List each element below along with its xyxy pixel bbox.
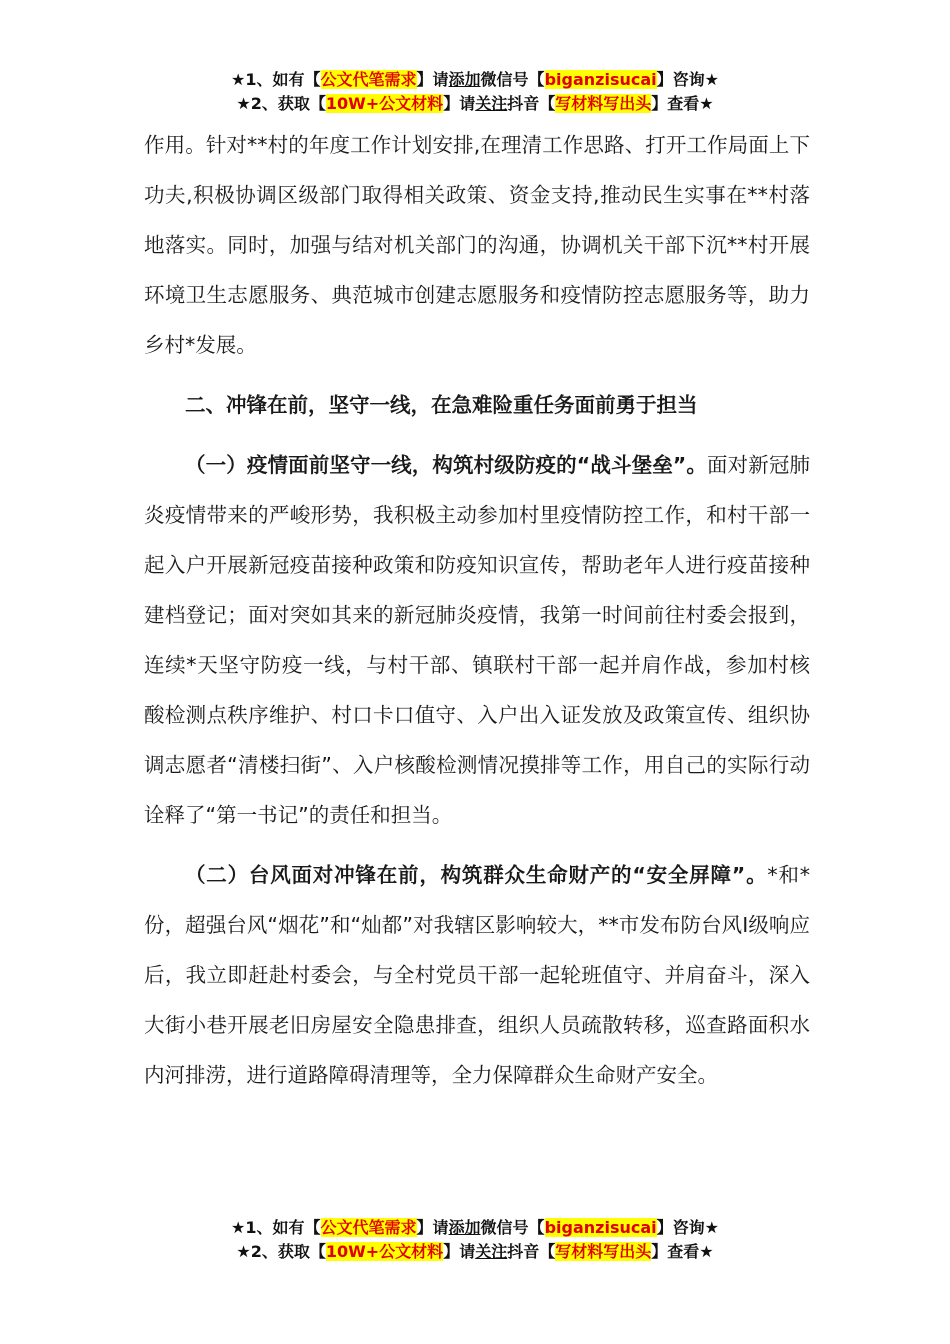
banner-text: 】请 — [416, 1218, 449, 1237]
banner-text: 】咨询★ — [656, 70, 719, 89]
banner-text: 抖音【 — [507, 94, 556, 113]
section-heading-2: 二、冲锋在前，坚守一线，在急难险重任务面前勇于担当 — [185, 393, 698, 417]
banner-underline: 关注 — [475, 1242, 508, 1261]
banner-text: 】查看★ — [651, 1242, 714, 1261]
footer-banner — [0, 1216, 950, 1264]
banner-highlight: biganzisucai — [544, 1218, 657, 1237]
banner-highlight: 写材料写出头 — [555, 94, 652, 113]
banner-line-2 — [0, 92, 950, 116]
banner-text: ★1、如有【 — [231, 1218, 321, 1237]
header-banner — [0, 68, 950, 116]
paragraph-sub-2-text: *和*份，超强台风“烟花”和“灿都”对我辖区影响较大，**市发布防台风Ⅰ级响应后，我立即赶赴村委会，与全村党员干部一起轮班值守、并肩奋斗，深入大街小巷开展老旧房屋安全隐患排查，组织人员疏散转移，巡查路面积水内河排涝，进行道路障碍清理等，全力保障群众生命财产安全。 — [144, 863, 810, 1087]
banner-highlight: biganzisucai — [544, 70, 657, 89]
banner-text: 微信号【 — [480, 1218, 545, 1237]
banner-text: ★1、如有【 — [231, 70, 321, 89]
banner-highlight: 10W+公文材料 — [325, 1242, 444, 1261]
banner-underline: 关注 — [475, 94, 508, 113]
banner-underline: 添加 — [448, 1218, 481, 1237]
subheading-1: （一）疫情面前坚守一线，构筑村级防疫的“战斗堡垒”。 — [185, 453, 708, 477]
paragraph-sub-2 — [144, 850, 810, 1100]
banner-highlight: 写材料写出头 — [555, 1242, 652, 1261]
banner-text: 微信号【 — [480, 70, 545, 89]
paragraph-1: 作用。针对**村的年度工作计划安排,在理清工作思路、打开工作局面上下功夫,积极协调区级部门取得相关政策、资金支持,推动民生实事在**村落地落实。同时，加强与结对机关部门的沟通，协调机关干部下沉**村开展环境卫生志愿服务、典范城市创建志愿服务和疫情防控志愿服务等，助力乡村*发展。 — [144, 133, 810, 357]
paragraph-sub-1 — [144, 440, 810, 840]
banner-line-1 — [0, 1216, 950, 1240]
document-body — [144, 120, 810, 1100]
banner-highlight: 公文代笔需求 — [320, 1218, 417, 1237]
banner-line-2 — [0, 1240, 950, 1264]
banner-text: ★2、获取【 — [236, 1242, 326, 1261]
subheading-2: （二）台风面对冲锋在前，构筑群众生命财产的“安全屏障”。 — [185, 863, 768, 887]
banner-text: 】请 — [443, 1242, 476, 1261]
banner-highlight: 10W+公文材料 — [325, 94, 444, 113]
banner-text: ★2、获取【 — [236, 94, 326, 113]
banner-text: 】查看★ — [651, 94, 714, 113]
banner-underline: 添加 — [448, 70, 481, 89]
banner-text: 抖音【 — [507, 1242, 556, 1261]
banner-line-1 — [0, 68, 950, 92]
paragraph-sub-1-text: 面对新冠肺炎疫情带来的严峻形势，我积极主动参加村里疫情防控工作，和村干部一起入户开展新冠疫苗接种政策和防疫知识宣传，帮助老年人进行疫苗接种建档登记；面对突如其来的新冠肺炎疫情，我第一时间前往村委会报到，连续*天坚守防疫一线，与村干部、镇联村干部一起并肩作战，参加村核酸检测点秩序维护、村口卡口值守、入户出入证发放及政策宣传、组织协调志愿者“清楼扫街”、入户核酸检测情况摸排等工作，用自己的实际行动诠释了“第一书记”的责任和担当。 — [144, 453, 811, 827]
banner-text: 】咨询★ — [656, 1218, 719, 1237]
banner-highlight: 公文代笔需求 — [320, 70, 417, 89]
banner-text: 】请 — [443, 94, 476, 113]
banner-text: 】请 — [416, 70, 449, 89]
